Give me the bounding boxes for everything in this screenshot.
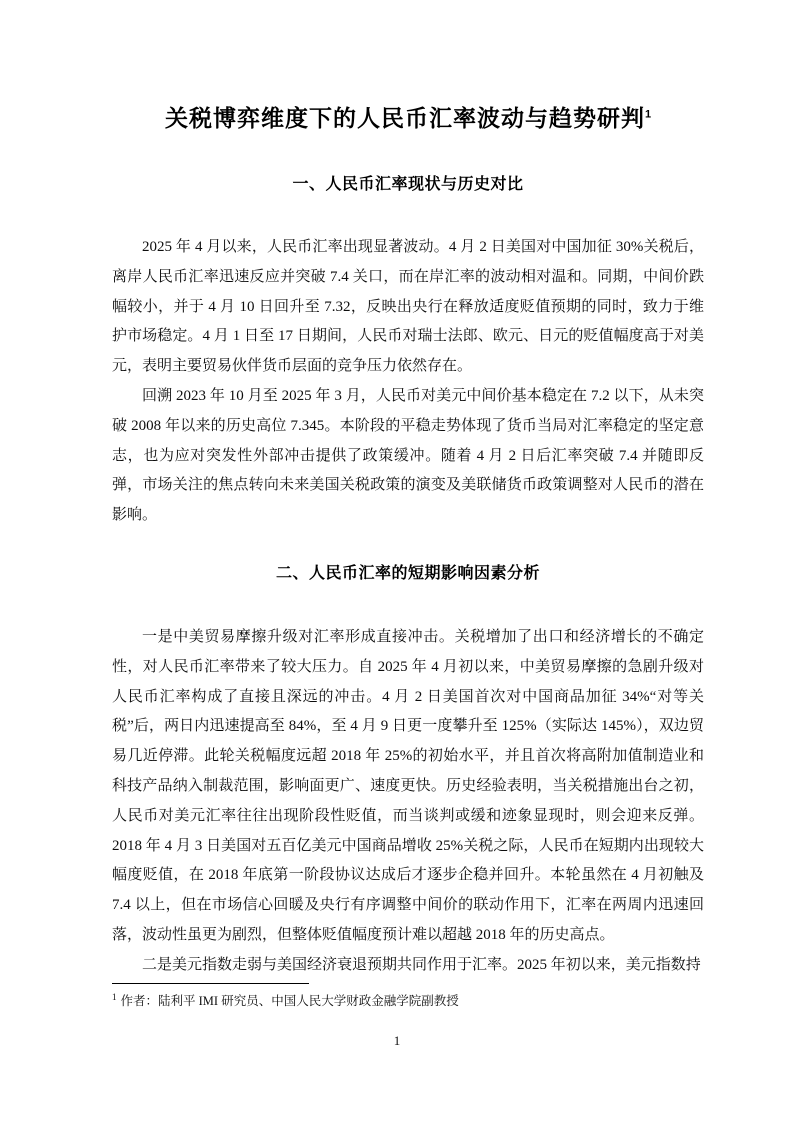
footnote-separator xyxy=(112,983,309,984)
section-2-heading: 二、人民币汇率的短期影响因素分析 xyxy=(275,564,540,582)
footnote-text: 作者：陆利平 IMI 研究员、中国人民大学财政金融学院副教授 xyxy=(120,994,459,1008)
section-2-paragraph-2: 二是美元指数走弱与美国经济衰退预期共同作用于汇率。2025 年初以来，美元指数持 xyxy=(142,956,701,973)
footnote-marker: 1 xyxy=(112,991,117,1002)
title-footnote-marker: 1 xyxy=(644,108,652,121)
document-title-text: 关税博弈维度下的人民币汇率波动与趋势研判 xyxy=(164,105,645,131)
section-1-paragraph-2: 回溯 2023 年 10 月至 2025 年 3 月，人民币对美元中间价基本稳定在 7.2 以下，从未突破 2008 年以来的历史高位 7.345。本阶段的平稳走势体现了货币当局对汇率稳定的坚定意志，也为应对突发性外部冲击提供了政策缓冲。随着 4 月 2 日后汇率突破 7.4 并随即反弹，市场关注的焦点转向未来美国关税政策的演变及美联储货币政策调整对人民币的潜在影响。 xyxy=(112,387,704,524)
section-1-paragraph-1: 2025 年 4 月以来，人民币汇率出现显著波动。4 月 2 日美国对中国加征 30%关税后，离岸人民币汇率迅速反应并突破 7.4 关口，而在岸汇率的波动相对温和。同期，中间价跌幅较小，并于 4 月 10 日回升至 7.32，反映出央行在释放适度贬值预期的同时，致力于维护市场稳定。4 月 1 日至 17 日期间，人民币对瑞士法郎、欧元、日元的贬值幅度高于对美元，表明主要贸易伙伴货币层面的竞争压力依然存在。 xyxy=(112,239,704,375)
footnote xyxy=(112,993,704,1010)
footnote-area xyxy=(112,983,704,1010)
page-number: 1 xyxy=(393,1033,401,1048)
document-title xyxy=(112,102,704,135)
section-1-heading: 一、人民币汇率现状与历史对比 xyxy=(292,176,524,193)
section-2-paragraph-1: 一是中美贸易摩擦升级对汇率形成直接冲击。关税增加了出口和经济增长的不确定性，对人民币汇率带来了较大压力。自 2025 年 4 月初以来，中美贸易摩擦的急剧升级对人民币汇率构成了直接且深远的冲击。4 月 2 日美国首次对中国商品加征 34%“对等关税”后，两日内迅速提高至 84%，至 4 月 9 日更一度攀升至 125%（实际达 145%），双边贸易几近停滞。此轮关税幅度远超 2018 年 25%的初始水平，并且首次将高附加值制造业和科技产品纳入制裁范围，影响面更广、速度更快。历史经验表明，当关税措施出台之初，人民币对美元汇率往往出现阶段性贬值，而当谈判或缓和迹象显现时，则会迎来反弹。2018 年 4 月 3 日美国对五百亿美元中国商品增收 25%关税之际，人民币在短期内出现较大幅度贬值，在 2018 年底第一阶段协议达成后才逐步企稳并回升。本轮虽然在 4 月初触及 7.4 以上，但在市场信心回暖及央行有序调整中间价的联动作用下，汇率在两周内迅速回落，波动性虽更为剧烈，但整体贬值幅度预计难以超越 2018 年的历史高点。 xyxy=(112,628,704,943)
